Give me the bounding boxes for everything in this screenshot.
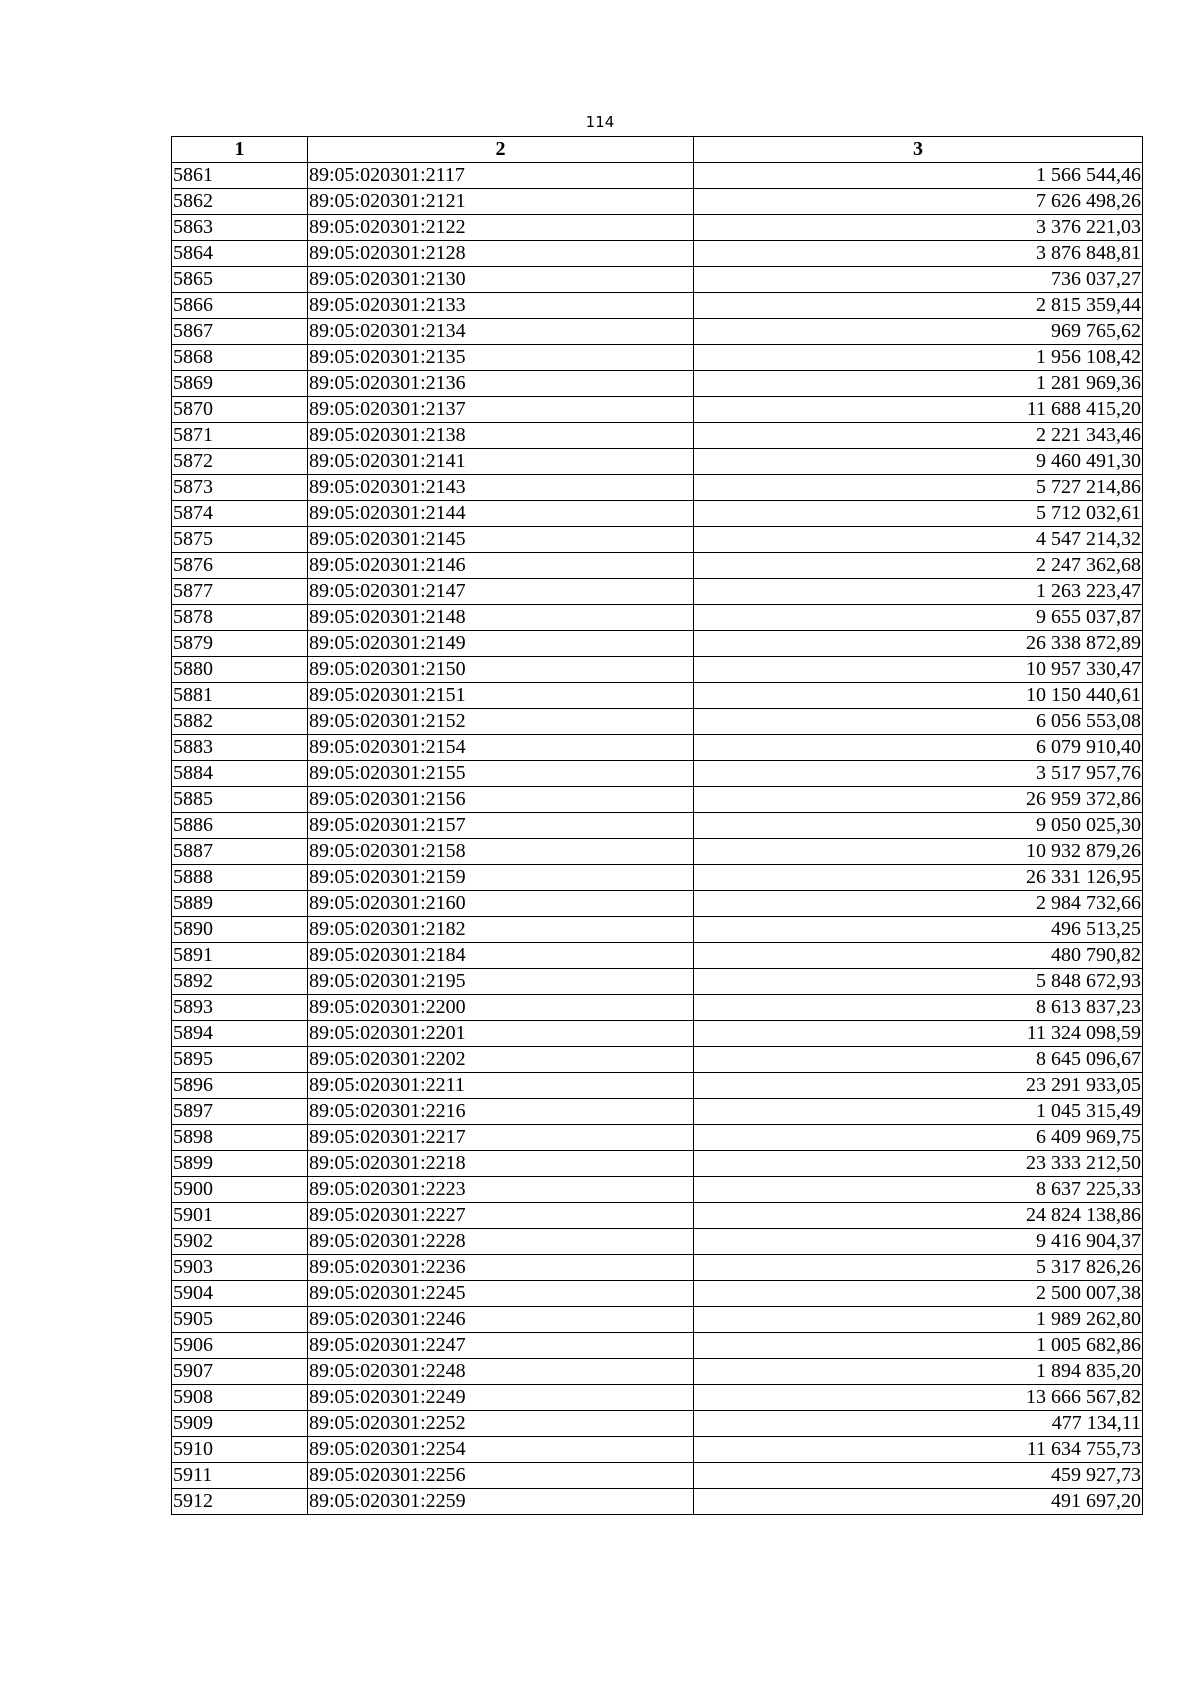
- cadastral-number-cell: 89:05:020301:2144: [308, 501, 694, 527]
- cadastral-number-cell: 89:05:020301:2158: [308, 839, 694, 865]
- cadastral-number-cell: 89:05:020301:2259: [308, 1489, 694, 1515]
- cadastral-number-cell: 89:05:020301:2137: [308, 397, 694, 423]
- column-header-1: 1: [172, 137, 308, 163]
- value-cell: 23 291 933,05: [694, 1073, 1143, 1099]
- cadastral-number-cell: 89:05:020301:2248: [308, 1359, 694, 1385]
- table-row: [172, 1333, 1143, 1359]
- cadastral-number-cell: 89:05:020301:2254: [308, 1437, 694, 1463]
- row-number-cell: 5891: [172, 943, 308, 969]
- table-row: [172, 267, 1143, 293]
- row-number-cell: 5867: [172, 319, 308, 345]
- cadastral-number-cell: 89:05:020301:2143: [308, 475, 694, 501]
- table-row: [172, 1489, 1143, 1515]
- cadastral-number-cell: 89:05:020301:2249: [308, 1385, 694, 1411]
- row-number-cell: 5909: [172, 1411, 308, 1437]
- value-cell: 1 894 835,20: [694, 1359, 1143, 1385]
- cadastral-number-cell: 89:05:020301:2134: [308, 319, 694, 345]
- table-row: [172, 917, 1143, 943]
- table-row: [172, 735, 1143, 761]
- value-cell: 13 666 567,82: [694, 1385, 1143, 1411]
- table-row: [172, 787, 1143, 813]
- row-number-cell: 5886: [172, 813, 308, 839]
- row-number-cell: 5869: [172, 371, 308, 397]
- table-row: [172, 1099, 1143, 1125]
- cadastral-number-cell: 89:05:020301:2216: [308, 1099, 694, 1125]
- value-cell: 10 957 330,47: [694, 657, 1143, 683]
- row-number-cell: 5893: [172, 995, 308, 1021]
- table-row: [172, 397, 1143, 423]
- table-row: [172, 709, 1143, 735]
- row-number-cell: 5900: [172, 1177, 308, 1203]
- row-number-cell: 5908: [172, 1385, 308, 1411]
- column-header-3: 3: [694, 137, 1143, 163]
- value-cell: 1 263 223,47: [694, 579, 1143, 605]
- value-cell: 1 989 262,80: [694, 1307, 1143, 1333]
- value-cell: 10 932 879,26: [694, 839, 1143, 865]
- table-row: [172, 449, 1143, 475]
- cadastral-number-cell: 89:05:020301:2201: [308, 1021, 694, 1047]
- table-row: [172, 1411, 1143, 1437]
- row-number-cell: 5889: [172, 891, 308, 917]
- value-cell: 6 079 910,40: [694, 735, 1143, 761]
- table-row: [172, 215, 1143, 241]
- table-row: [172, 319, 1143, 345]
- row-number-cell: 5899: [172, 1151, 308, 1177]
- table-header: [172, 137, 1143, 163]
- registry-table: [171, 136, 1143, 1515]
- row-number-cell: 5906: [172, 1333, 308, 1359]
- row-number-cell: 5883: [172, 735, 308, 761]
- table-row: [172, 163, 1143, 189]
- value-cell: 491 697,20: [694, 1489, 1143, 1515]
- cadastral-number-cell: 89:05:020301:2130: [308, 267, 694, 293]
- value-cell: 8 613 837,23: [694, 995, 1143, 1021]
- table-row: [172, 423, 1143, 449]
- row-number-cell: 5911: [172, 1463, 308, 1489]
- value-cell: 5 848 672,93: [694, 969, 1143, 995]
- cadastral-number-cell: 89:05:020301:2256: [308, 1463, 694, 1489]
- table-row: [172, 579, 1143, 605]
- table-row: [172, 553, 1143, 579]
- row-number-cell: 5861: [172, 163, 308, 189]
- table-row: [172, 943, 1143, 969]
- value-cell: 1 281 969,36: [694, 371, 1143, 397]
- value-cell: 5 712 032,61: [694, 501, 1143, 527]
- value-cell: 6 056 553,08: [694, 709, 1143, 735]
- value-cell: 1 956 108,42: [694, 345, 1143, 371]
- cadastral-number-cell: 89:05:020301:2159: [308, 865, 694, 891]
- table-row: [172, 631, 1143, 657]
- table-row: [172, 189, 1143, 215]
- value-cell: 9 050 025,30: [694, 813, 1143, 839]
- table-row: [172, 1307, 1143, 1333]
- table-row: [172, 891, 1143, 917]
- row-number-cell: 5910: [172, 1437, 308, 1463]
- row-number-cell: 5887: [172, 839, 308, 865]
- value-cell: 10 150 440,61: [694, 683, 1143, 709]
- cadastral-number-cell: 89:05:020301:2154: [308, 735, 694, 761]
- value-cell: 736 037,27: [694, 267, 1143, 293]
- table-row: [172, 1281, 1143, 1307]
- value-cell: 23 333 212,50: [694, 1151, 1143, 1177]
- row-number-cell: 5865: [172, 267, 308, 293]
- row-number-cell: 5877: [172, 579, 308, 605]
- value-cell: 477 134,11: [694, 1411, 1143, 1437]
- cadastral-number-cell: 89:05:020301:2217: [308, 1125, 694, 1151]
- table-body: [172, 163, 1143, 1515]
- row-number-cell: 5881: [172, 683, 308, 709]
- row-number-cell: 5912: [172, 1489, 308, 1515]
- cadastral-number-cell: 89:05:020301:2218: [308, 1151, 694, 1177]
- table-row: [172, 1203, 1143, 1229]
- value-cell: 969 765,62: [694, 319, 1143, 345]
- cadastral-number-cell: 89:05:020301:2245: [308, 1281, 694, 1307]
- table-row: [172, 371, 1143, 397]
- value-cell: 7 626 498,26: [694, 189, 1143, 215]
- row-number-cell: 5882: [172, 709, 308, 735]
- cadastral-number-cell: 89:05:020301:2145: [308, 527, 694, 553]
- table-row: [172, 813, 1143, 839]
- cadastral-number-cell: 89:05:020301:2136: [308, 371, 694, 397]
- cadastral-number-cell: 89:05:020301:2148: [308, 605, 694, 631]
- value-cell: 1 005 682,86: [694, 1333, 1143, 1359]
- table-row: [172, 1359, 1143, 1385]
- table-row: [172, 1047, 1143, 1073]
- value-cell: 8 637 225,33: [694, 1177, 1143, 1203]
- table-row: [172, 1229, 1143, 1255]
- table-row: [172, 683, 1143, 709]
- value-cell: 3 876 848,81: [694, 241, 1143, 267]
- cadastral-number-cell: 89:05:020301:2133: [308, 293, 694, 319]
- table-row: [172, 1151, 1143, 1177]
- value-cell: 2 247 362,68: [694, 553, 1143, 579]
- cadastral-number-cell: 89:05:020301:2146: [308, 553, 694, 579]
- value-cell: 26 331 126,95: [694, 865, 1143, 891]
- value-cell: 11 634 755,73: [694, 1437, 1143, 1463]
- cadastral-number-cell: 89:05:020301:2122: [308, 215, 694, 241]
- cadastral-number-cell: 89:05:020301:2227: [308, 1203, 694, 1229]
- row-number-cell: 5873: [172, 475, 308, 501]
- value-cell: 5 727 214,86: [694, 475, 1143, 501]
- cadastral-number-cell: 89:05:020301:2200: [308, 995, 694, 1021]
- table-row: [172, 1463, 1143, 1489]
- value-cell: 11 324 098,59: [694, 1021, 1143, 1047]
- cadastral-number-cell: 89:05:020301:2149: [308, 631, 694, 657]
- value-cell: 9 460 491,30: [694, 449, 1143, 475]
- table-row: [172, 1021, 1143, 1047]
- row-number-cell: 5896: [172, 1073, 308, 1099]
- cadastral-number-cell: 89:05:020301:2157: [308, 813, 694, 839]
- value-cell: 26 338 872,89: [694, 631, 1143, 657]
- page-number: 114: [585, 113, 615, 131]
- value-cell: 459 927,73: [694, 1463, 1143, 1489]
- value-cell: 24 824 138,86: [694, 1203, 1143, 1229]
- cadastral-number-cell: 89:05:020301:2184: [308, 943, 694, 969]
- value-cell: 11 688 415,20: [694, 397, 1143, 423]
- row-number-cell: 5880: [172, 657, 308, 683]
- row-number-cell: 5895: [172, 1047, 308, 1073]
- cadastral-number-cell: 89:05:020301:2156: [308, 787, 694, 813]
- row-number-cell: 5904: [172, 1281, 308, 1307]
- row-number-cell: 5870: [172, 397, 308, 423]
- table-row: [172, 293, 1143, 319]
- value-cell: 2 221 343,46: [694, 423, 1143, 449]
- value-cell: 2 815 359,44: [694, 293, 1143, 319]
- row-number-cell: 5894: [172, 1021, 308, 1047]
- value-cell: 6 409 969,75: [694, 1125, 1143, 1151]
- cadastral-number-cell: 89:05:020301:2211: [308, 1073, 694, 1099]
- row-number-cell: 5879: [172, 631, 308, 657]
- row-number-cell: 5901: [172, 1203, 308, 1229]
- row-number-cell: 5902: [172, 1229, 308, 1255]
- cadastral-number-cell: 89:05:020301:2117: [308, 163, 694, 189]
- cadastral-number-cell: 89:05:020301:2151: [308, 683, 694, 709]
- column-header-2: 2: [308, 137, 694, 163]
- value-cell: 3 376 221,03: [694, 215, 1143, 241]
- table-row: [172, 761, 1143, 787]
- cadastral-number-cell: 89:05:020301:2147: [308, 579, 694, 605]
- table-row: [172, 1125, 1143, 1151]
- cadastral-number-cell: 89:05:020301:2155: [308, 761, 694, 787]
- row-number-cell: 5864: [172, 241, 308, 267]
- cadastral-number-cell: 89:05:020301:2223: [308, 1177, 694, 1203]
- cadastral-number-cell: 89:05:020301:2182: [308, 917, 694, 943]
- row-number-cell: 5907: [172, 1359, 308, 1385]
- row-number-cell: 5874: [172, 501, 308, 527]
- table-row: [172, 605, 1143, 631]
- table-row: [172, 1255, 1143, 1281]
- row-number-cell: 5876: [172, 553, 308, 579]
- cadastral-number-cell: 89:05:020301:2141: [308, 449, 694, 475]
- cadastral-number-cell: 89:05:020301:2202: [308, 1047, 694, 1073]
- table-row: [172, 475, 1143, 501]
- value-cell: 1 566 544,46: [694, 163, 1143, 189]
- table-row: [172, 241, 1143, 267]
- row-number-cell: 5878: [172, 605, 308, 631]
- row-number-cell: 5885: [172, 787, 308, 813]
- row-number-cell: 5890: [172, 917, 308, 943]
- value-cell: 5 317 826,26: [694, 1255, 1143, 1281]
- value-cell: 9 655 037,87: [694, 605, 1143, 631]
- row-number-cell: 5875: [172, 527, 308, 553]
- cadastral-number-cell: 89:05:020301:2138: [308, 423, 694, 449]
- row-number-cell: 5903: [172, 1255, 308, 1281]
- table-row: [172, 839, 1143, 865]
- table-row: [172, 527, 1143, 553]
- cadastral-number-cell: 89:05:020301:2160: [308, 891, 694, 917]
- cadastral-number-cell: 89:05:020301:2247: [308, 1333, 694, 1359]
- value-cell: 2 500 007,38: [694, 1281, 1143, 1307]
- row-number-cell: 5905: [172, 1307, 308, 1333]
- table-row: [172, 657, 1143, 683]
- cadastral-number-cell: 89:05:020301:2236: [308, 1255, 694, 1281]
- cadastral-number-cell: 89:05:020301:2128: [308, 241, 694, 267]
- row-number-cell: 5888: [172, 865, 308, 891]
- row-number-cell: 5863: [172, 215, 308, 241]
- value-cell: 2 984 732,66: [694, 891, 1143, 917]
- table-row: [172, 969, 1143, 995]
- table-row: [172, 1385, 1143, 1411]
- cadastral-number-cell: 89:05:020301:2228: [308, 1229, 694, 1255]
- table-row: [172, 1437, 1143, 1463]
- cadastral-number-cell: 89:05:020301:2152: [308, 709, 694, 735]
- table-row: [172, 345, 1143, 371]
- table-row: [172, 1073, 1143, 1099]
- value-cell: 4 547 214,32: [694, 527, 1143, 553]
- row-number-cell: 5872: [172, 449, 308, 475]
- cadastral-number-cell: 89:05:020301:2135: [308, 345, 694, 371]
- value-cell: 26 959 372,86: [694, 787, 1143, 813]
- table-row: [172, 865, 1143, 891]
- header-row: [172, 137, 1143, 163]
- table-row: [172, 1177, 1143, 1203]
- value-cell: 9 416 904,37: [694, 1229, 1143, 1255]
- row-number-cell: 5871: [172, 423, 308, 449]
- cadastral-number-cell: 89:05:020301:2246: [308, 1307, 694, 1333]
- table-row: [172, 501, 1143, 527]
- row-number-cell: 5898: [172, 1125, 308, 1151]
- row-number-cell: 5866: [172, 293, 308, 319]
- value-cell: 480 790,82: [694, 943, 1143, 969]
- table-row: [172, 995, 1143, 1021]
- row-number-cell: 5897: [172, 1099, 308, 1125]
- cadastral-number-cell: 89:05:020301:2195: [308, 969, 694, 995]
- value-cell: 496 513,25: [694, 917, 1143, 943]
- value-cell: 8 645 096,67: [694, 1047, 1143, 1073]
- value-cell: 1 045 315,49: [694, 1099, 1143, 1125]
- value-cell: 3 517 957,76: [694, 761, 1143, 787]
- row-number-cell: 5862: [172, 189, 308, 215]
- cadastral-number-cell: 89:05:020301:2150: [308, 657, 694, 683]
- cadastral-number-cell: 89:05:020301:2252: [308, 1411, 694, 1437]
- row-number-cell: 5892: [172, 969, 308, 995]
- row-number-cell: 5884: [172, 761, 308, 787]
- row-number-cell: 5868: [172, 345, 308, 371]
- cadastral-number-cell: 89:05:020301:2121: [308, 189, 694, 215]
